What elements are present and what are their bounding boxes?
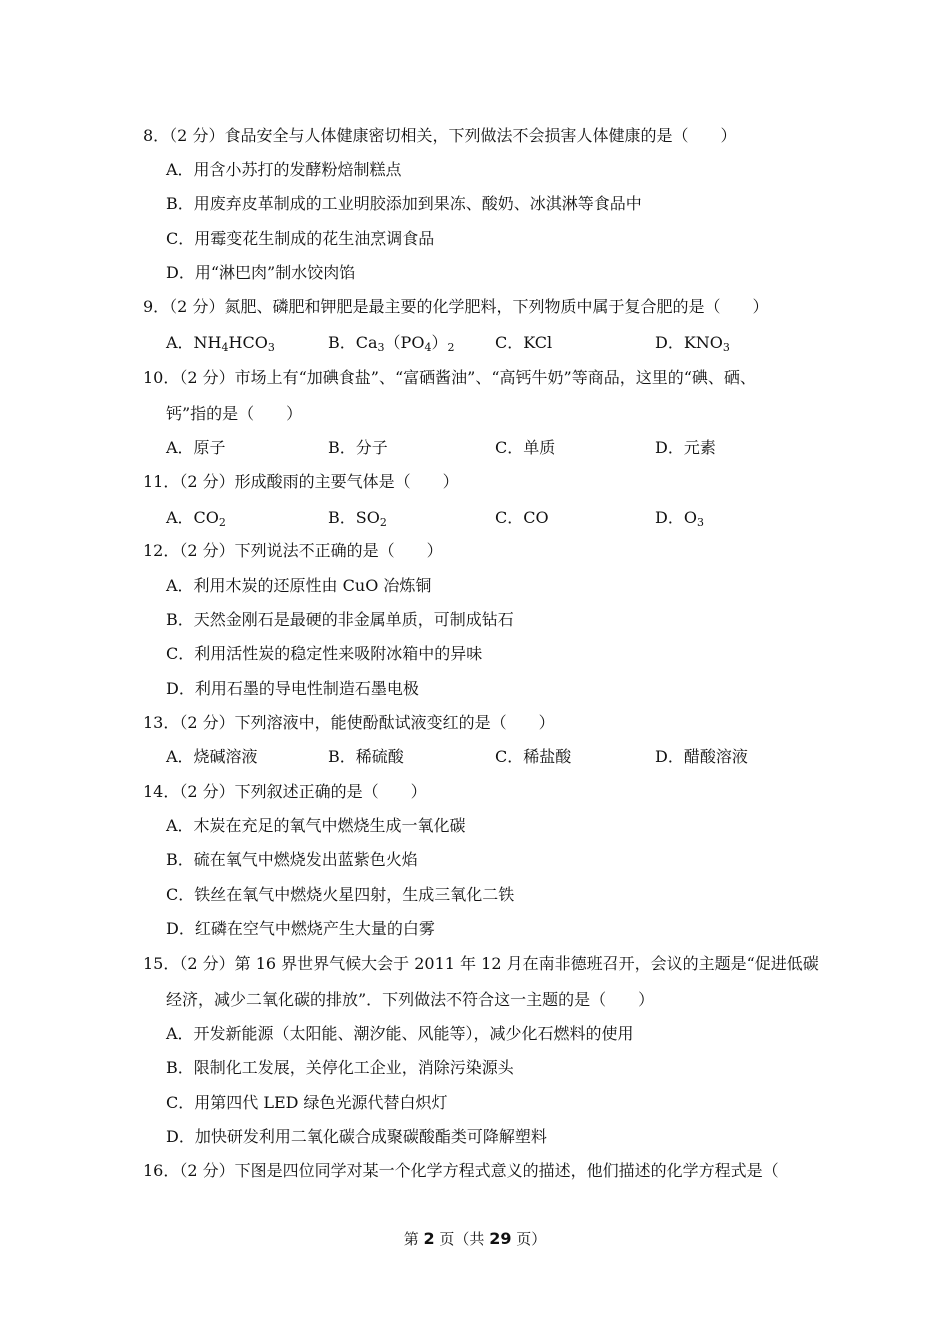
question-8-option-c: C．用霉变花生制成的花生油烹调食品 [166, 229, 435, 248]
question-10-stem-line2: 钙”指的是（ ） [166, 404, 303, 423]
question-13-option-b: B．稀硫酸 [328, 747, 404, 766]
question-11-option-d: D．$O_3$ [655, 508, 704, 529]
question-11-option-a: A．$CO_2$ [166, 508, 226, 529]
question-10-stem-line1: 10．（2 分）市场上有“加碘食盐”、“富硒酱油”、“高钙牛奶”等商品，这里的“碘、硒、 [143, 368, 756, 387]
question-8-option-a: A．用含小苏打的发酵粉焙制糕点 [166, 160, 402, 179]
question-9-option-a: A．$NH_4HCO_3$ [166, 333, 275, 354]
question-10-option-b: B．分子 [328, 438, 388, 457]
question-9-stem: 9．（2 分）氮肥、磷肥和钾肥是最主要的化学肥料，下列物质中属于复合肥的是（ ） [143, 297, 769, 316]
question-12-option-b: B．天然金刚石是最硬的非金属单质，可制成钻石 [166, 610, 514, 629]
question-10-option-a: A．原子 [166, 438, 226, 457]
question-10-option-d: D．元素 [655, 438, 716, 457]
question-15-option-b: B．限制化工发展，关停化工企业，消除污染源头 [166, 1058, 514, 1077]
question-13-option-c: C．稀盐酸 [495, 747, 572, 766]
question-13-stem: 13．（2 分）下列溶液中，能使酚酞试液变红的是（ ） [143, 713, 555, 732]
question-12-option-a: A．利用木炭的还原性由 CuO 冶炼铜 [166, 576, 432, 595]
question-15-stem-line1: 15．（2 分）第 16 界世界气候大会于 2011 年 12 月在南非德班召开，会议的主题是“促进低碳 [143, 954, 819, 973]
question-13-option-a: A．烧碱溶液 [166, 747, 258, 766]
question-8-option-b: B．用废弃皮革制成的工业明胶添加到果冻、酸奶、冰淇淋等食品中 [166, 194, 642, 213]
question-9-option-c: C．KCl [495, 333, 553, 352]
question-15-option-d: D．加快研发利用二氧化碳合成聚碳酸酯类可降解塑料 [166, 1127, 547, 1146]
question-12-option-d: D．利用石墨的导电性制造石墨电极 [166, 679, 419, 698]
question-15-option-a: A．开发新能源（太阳能、潮汐能、风能等），减少化石燃料的使用 [166, 1024, 634, 1043]
question-14-option-c: C．铁丝在氧气中燃烧火星四射，生成三氧化二铁 [166, 885, 515, 904]
question-11-option-b: B．$SO_2$ [328, 508, 387, 529]
question-9-option-d: D．$KNO_3$ [655, 333, 730, 354]
page-number: 2 [423, 1229, 435, 1248]
question-12-option-c: C．利用活性炭的稳定性来吸附冰箱中的异味 [166, 644, 483, 663]
question-15-option-c: C．用第四代 LED 绿色光源代替白炽灯 [166, 1093, 448, 1112]
question-16-stem: 16．（2 分）下图是四位同学对某一个化学方程式意义的描述，他们描述的化学方程式是（ [143, 1161, 779, 1180]
question-14-option-d: D．红磷在空气中燃烧产生大量的白雾 [166, 919, 435, 938]
question-8-stem: 8．（2 分）食品安全与人体健康密切相关，下列做法不会损害人体健康的是（ ） [143, 126, 737, 145]
question-12-stem: 12．（2 分）下列说法不正确的是（ ） [143, 541, 443, 560]
question-14-option-a: A．木炭在充足的氧气中燃烧生成一氧化碳 [166, 816, 466, 835]
question-14-stem: 14．（2 分）下列叙述正确的是（ ） [143, 782, 427, 801]
question-11-option-c: C．CO [495, 508, 549, 527]
question-15-stem-line2: 经济，减少二氧化碳的排放”．下列做法不符合这一主题的是（ ） [166, 990, 655, 1009]
page-total: 29 [489, 1229, 512, 1248]
question-14-option-b: B．硫在氧气中燃烧发出蓝紫色火焰 [166, 850, 418, 869]
question-11-stem: 11．（2 分）形成酸雨的主要气体是（ ） [143, 472, 459, 491]
question-9-option-b: B．$Ca_3(PO_4)_2$ [328, 333, 455, 354]
question-8-option-d: D．用“淋巴肉”制水饺肉馅 [166, 263, 356, 282]
question-10-option-c: C．单质 [495, 438, 556, 457]
question-13-option-d: D．醋酸溶液 [655, 747, 748, 766]
page-footer: 第 2 页（共 29 页） [403, 1229, 547, 1248]
